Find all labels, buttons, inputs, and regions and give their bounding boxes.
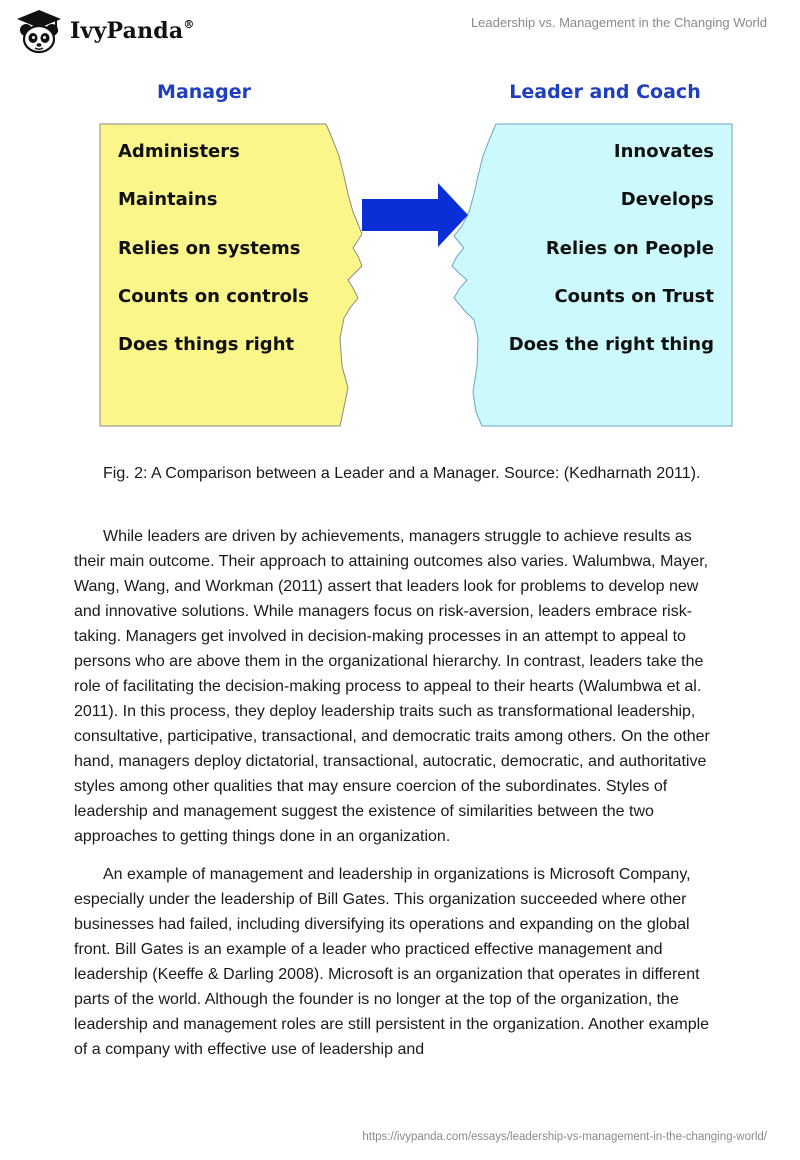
leader-heading: Leader and Coach bbox=[509, 81, 701, 103]
document-title: Leadership vs. Management in the Changing World bbox=[470, 15, 767, 30]
manager-trait: Maintains bbox=[118, 189, 218, 210]
page-header bbox=[0, 0, 800, 72]
manager-trait: Administers bbox=[118, 141, 240, 162]
leader-trait: Develops bbox=[620, 189, 714, 210]
manager-trait: Relies on systems bbox=[118, 238, 301, 259]
brand-name: IvyPanda® bbox=[70, 17, 195, 44]
brand-logo[interactable] bbox=[14, 8, 195, 54]
panda-graduate-icon bbox=[14, 8, 64, 54]
leader-trait: Counts on Trust bbox=[554, 286, 714, 307]
body-paragraph: An example of management and leadership in organizations is Microsoft Company, especially under the leadership of Bill Gates. This organization succeeded where other businesses had failed, including diversifying its operations and expanding on the global front. Bill Gates is an example of a leader who practiced effective management and leadership (Keeffe & Darling 2008). Microsoft is an organization that operates in different parts of the world. Although the founder is no longer at the top of the organization, the leadership and management roles are still persistent in the organization. Another example of a company with effective use of leadership and bbox=[74, 866, 710, 1058]
source-url[interactable]: https://ivypanda.com/essays/leadership-vs-management-in-the-changing-world/ bbox=[362, 1131, 767, 1143]
registered-mark: ® bbox=[183, 17, 195, 31]
manager-trait: Counts on controls bbox=[118, 286, 309, 307]
comparison-diagram bbox=[96, 76, 736, 432]
leader-head-silhouette bbox=[452, 124, 732, 426]
leader-trait: Relies on People bbox=[545, 238, 714, 259]
manager-trait: Does things right bbox=[118, 334, 295, 355]
manager-head-silhouette bbox=[100, 124, 362, 426]
figure-caption: Fig. 2: A Comparison between a Leader and a Manager. Source: (Kedharnath 2011). bbox=[103, 465, 701, 482]
leader-trait: Innovates bbox=[613, 141, 714, 162]
comparison-figure bbox=[96, 76, 736, 432]
body-paragraph: While leaders are driven by achievements, managers struggle to achieve results as their main outcome. Their approach to attaining outcomes also varies. Walumbwa, Mayer, Wang, Wang, and Workman (2011) assert that leaders look for problems to develop new and innovative solutions. While managers focus on risk-aversion, leaders embrace risk-taking. Managers get involved in decision-making processes in an attempt to appeal to persons who are above them in the organizational hierarchy. In contrast, leaders take the role of facilitating the decision-making process to appeal to their hearts (Walumbwa et al. 2011). In this process, they deploy leadership traits such as transformational leadership, consultative, participative, transactional, and democratic traits among others. On the other hand, managers deploy dictatorial, transactional, autocratic, democratic, and authoritative styles among other qualities that may ensure coercion of the subordinates. Styles of leadership and management suggest the existence of similarities between the two approaches to getting things done in an organization. bbox=[74, 528, 710, 845]
right-arrow-icon bbox=[362, 183, 468, 247]
manager-heading: Manager bbox=[157, 81, 251, 103]
leader-trait: Does the right thing bbox=[508, 334, 714, 355]
